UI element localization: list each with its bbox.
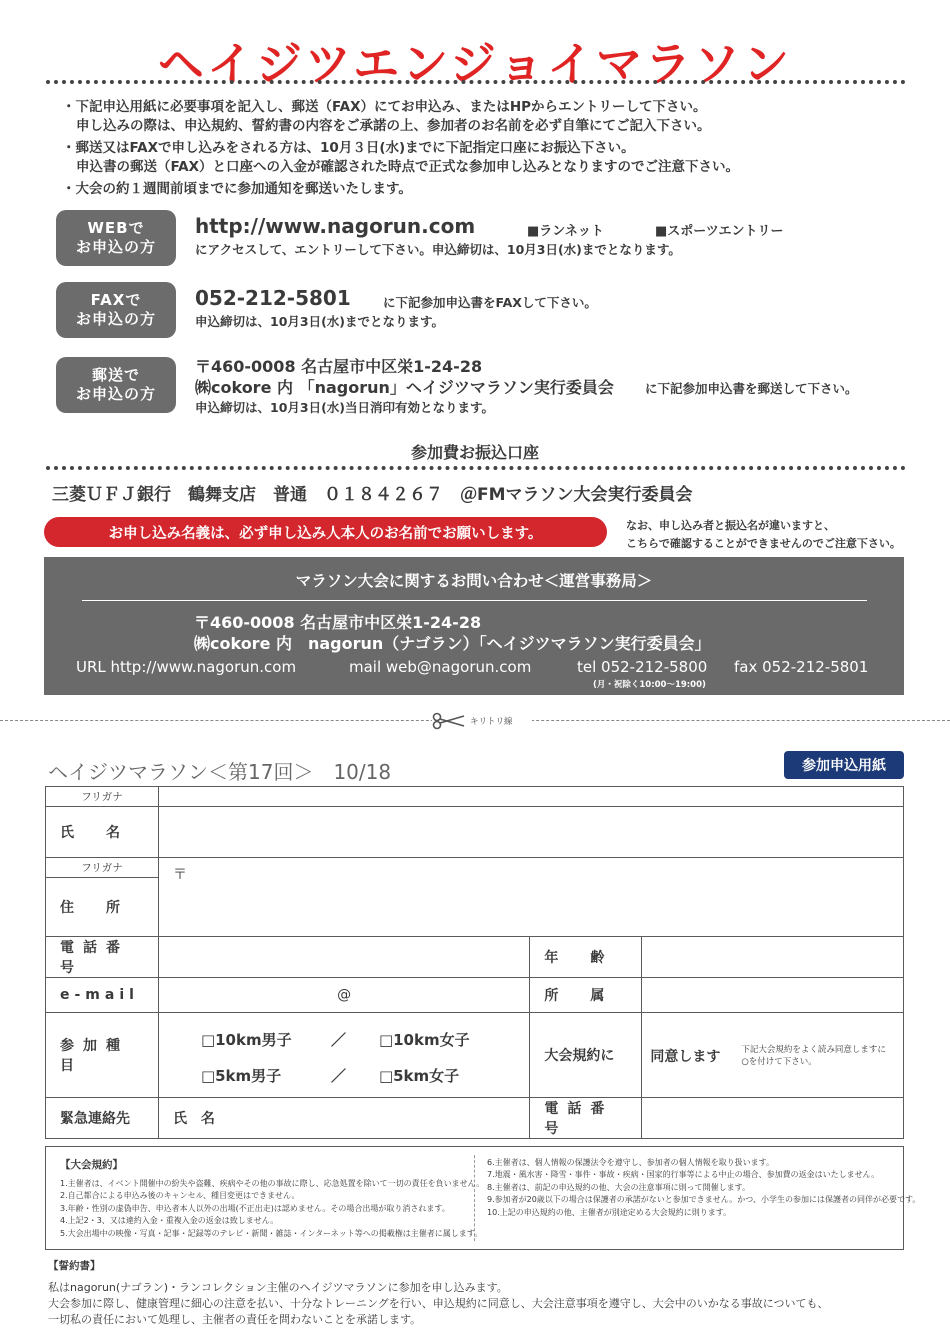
fax-method-label	[56, 282, 176, 338]
emergency-name-label: 氏 名	[172, 1111, 215, 1127]
age-input[interactable]	[642, 937, 904, 978]
contact-tel: tel 052-212-5800	[577, 658, 708, 676]
event-name: ヘイジツマラソン＜第17回＞ 10/18	[48, 760, 392, 784]
rules-agree-label: 大会規約に	[530, 1013, 642, 1098]
contact-box	[44, 557, 904, 695]
name-warning-banner: お申し込み名義は、必ず申し込み人本人のお名前でお願いします。	[44, 517, 607, 547]
agree-note	[741, 1044, 886, 1068]
rules-agree-cell	[642, 1013, 904, 1098]
contact-address-line2: ㈱cokore 内 nagorun（ナゴラン）「ヘイジツマラソン実行委員会」	[194, 634, 711, 653]
cut-label: キリトリ線	[470, 717, 513, 727]
rule-item: 2.自己都合による申込み後のキャンセル、種目変更はできません。	[60, 1191, 300, 1201]
mail-desc: に下記参加申込書を郵送して下さい。	[645, 381, 858, 396]
contact-heading: マラソン大会に関するお問い合わせ＜運営事務局＞	[295, 572, 653, 590]
divider	[46, 80, 906, 84]
emergency-phone-input[interactable]	[642, 1098, 904, 1139]
pledge-line: 大会参加に際し、健康管理に細心の注意を払い、十分なトレーニングを行い、申込規約に同意し、大会注意事項を遵守し、大会中のいかなる事故についても、	[48, 1297, 829, 1310]
at-mark: @	[337, 987, 352, 1003]
rule-item: 8.主催者は、前記の申込規約の他、大会の注意事項に則って開催します。	[487, 1182, 750, 1192]
rules-box	[45, 1146, 921, 1250]
mail-deadline: 申込締切は、10月3日(水)当日消印有効となります。	[195, 400, 495, 415]
cut-marker	[432, 710, 532, 732]
web-url[interactable]: http://www.nagorun.com	[195, 214, 476, 238]
web-label-line2: お申込の方	[75, 238, 156, 256]
rule-item: 10.上記の申込規約の他、主催者が別途定める大会規約に則ります。	[487, 1207, 732, 1217]
agree-note-line2: ○を付けて下さい。	[741, 1057, 817, 1067]
name-furigana-input[interactable]	[158, 787, 903, 807]
rules-right-column	[487, 1157, 920, 1219]
application-form	[45, 786, 904, 1139]
divider	[46, 466, 906, 470]
note-line: 申込書の郵送（FAX）と口座への入金が確認された時点で正式な参加申し込みとなりますのでご注意下さい。	[76, 159, 740, 175]
option-10km-men[interactable]: □10km男子	[200, 1031, 292, 1049]
fax-deadline: 申込締切は、10月3日(水)までとなります。	[195, 314, 445, 329]
emergency-phone-label: 電話番号	[530, 1098, 642, 1139]
age-label: 年 齢	[530, 937, 642, 978]
note-line: ・大会の約１週間前頃までに参加通知を郵送いたします。	[62, 181, 412, 197]
address-input[interactable]	[158, 858, 903, 937]
web-method-label	[56, 210, 176, 266]
web-label-line1: WEBで	[87, 219, 145, 238]
email-label: e-mail	[46, 978, 159, 1013]
name-furigana-label: フリガナ	[46, 787, 159, 807]
affiliation-input[interactable]	[642, 978, 904, 1013]
rule-item: 1.主催者は、イベント開催中の紛失や盗難、疾病やその他の事故に際し、応急処置を除いて一切の責任を負いません。	[60, 1179, 485, 1188]
pledge-text	[48, 1280, 829, 1328]
option-slash: ／	[330, 1031, 346, 1049]
contact-url[interactable]: URL http://www.nagorun.com	[76, 658, 297, 676]
agree-note-line1: 下記大会規約をよく読み同意しますに	[741, 1045, 886, 1055]
fax-label-line2: お申込の方	[75, 310, 156, 328]
fax-number: 052-212-5801	[195, 286, 351, 310]
category-options	[158, 1013, 529, 1098]
runnet-option: ■ランネット	[527, 224, 604, 239]
affiliation-label: 所 属	[530, 978, 642, 1013]
contact-divider	[82, 600, 867, 601]
option-slash: ／	[330, 1067, 346, 1085]
emergency-name-input[interactable]	[158, 1098, 529, 1139]
email-input[interactable]	[158, 978, 529, 1013]
rule-item: 4.上記2・3、又は違約入金・重複入金の返金は致しません。	[60, 1216, 279, 1226]
rules-heading: 【大会規約】	[60, 1159, 123, 1171]
emergency-label: 緊急連絡先	[46, 1098, 159, 1139]
page-title: ヘイジツエンジョイマラソン	[157, 37, 792, 91]
mail-label-line1: 郵送で	[91, 366, 140, 385]
rule-item: 6.主催者は、個人情報の保護法令を遵守し、参加者の個人情報を取り扱います。	[487, 1158, 774, 1167]
rule-item: 7.地震・風水害・降雪・事件・事故・疾病・国家的行事等による中止の場合、参加費の返金はいたしません。	[487, 1170, 880, 1180]
name-label: 氏 名	[46, 807, 159, 858]
postal-mark: 〒	[172, 867, 187, 883]
option-5km-men[interactable]: □5km男子	[200, 1067, 282, 1085]
option-10km-women[interactable]: □10km女子	[378, 1031, 470, 1049]
fax-desc: に下記参加申込書をFAXして下さい。	[383, 295, 597, 310]
mail-label-line2: お申込の方	[75, 385, 156, 403]
pledge-heading: 【誓約書】	[48, 1260, 101, 1272]
fax-label-line1: FAXで	[90, 291, 142, 310]
pledge-line: 一切私の責任において処理し、主催者の責任を問わないことを承諾します。	[48, 1313, 422, 1326]
contact-address-line1: 〒460-0008 名古屋市中区栄1-24-28	[194, 613, 482, 632]
note-line: 申し込みの際は、申込規約、誓約書の内容をご承諾の上、参加者のお名前を必ず自筆にてご記入下さい。	[76, 118, 711, 134]
contact-fax: fax 052-212-5801	[734, 658, 869, 676]
pledge-line: 私はnagorun(ナゴラン)・ランコレクション主催のヘイジツマラソンに参加を申し込みます。	[48, 1281, 508, 1294]
agree-option[interactable]: 同意します	[650, 1049, 721, 1065]
rule-item: 3.年齢・性別の虚偽申告、申込者本人以外の出場(不正出走)は認めません。その場合出場が取り消されます。	[60, 1203, 450, 1213]
warning-side-note	[626, 517, 901, 553]
sportsentry-option: ■スポーツエントリー	[655, 224, 784, 239]
phone-input[interactable]	[158, 937, 529, 978]
contact-hours: (月・祝除く10:00～19:00)	[593, 680, 706, 690]
note-line: ・郵送又はFAXで申し込みをされる方は、10月３日(水)までに下記指定口座にお振込下さい。	[62, 140, 635, 156]
web-desc: にアクセスして、エントリーして下さい。申込締切は、10月3日(水)までとなります。	[195, 242, 681, 257]
address-furigana-label: フリガナ	[46, 858, 159, 878]
application-form-badge: 参加申込用紙	[784, 751, 904, 779]
warning-side-line2: こちらで確認することができませんのでご注意下さい。	[626, 537, 901, 550]
mail-address-line1: 〒460-0008 名古屋市中区栄1-24-28	[195, 357, 483, 376]
note-line: ・下記申込用紙に必要事項を記入し、郵送（FAX）にてお申込み、またはHPからエントリーして下さい。	[62, 99, 707, 115]
option-5km-women[interactable]: □5km女子	[378, 1067, 460, 1085]
category-label: 参加種目	[46, 1013, 159, 1098]
phone-label: 電話番号	[46, 937, 159, 978]
bank-account-info: 三菱ＵＦＪ銀行 鶴舞支店 普通 ０１８４２６７ ＠FMマラソン大会実行委員会	[52, 485, 693, 505]
address-label: 住 所	[46, 878, 159, 937]
rules-left-column	[60, 1178, 484, 1240]
contact-mail[interactable]: mail web@nagorun.com	[349, 658, 532, 676]
bank-heading: 参加費お振込口座	[410, 443, 539, 462]
scissors-icon	[432, 712, 466, 730]
warning-side-line1: なお、申し込み者と振込名が違いますと、	[626, 519, 835, 532]
name-input[interactable]	[158, 807, 903, 858]
mail-method-label	[56, 357, 176, 413]
rule-item: 5.大会出場中の映像・写真・記事・記録等のテレビ・新聞・雑誌・インターネット等への掲載権は主催者に属します。	[60, 1228, 483, 1238]
rule-item: 9.参加者が20歳以下の場合は保護者の承諾がないと参加できません。かつ、小学生の参加には保護者の同伴が必要です。	[487, 1195, 921, 1205]
mail-address-line2: ㈱cokore 内 「nagorun」ヘイジツマラソン実行委員会	[195, 378, 614, 397]
